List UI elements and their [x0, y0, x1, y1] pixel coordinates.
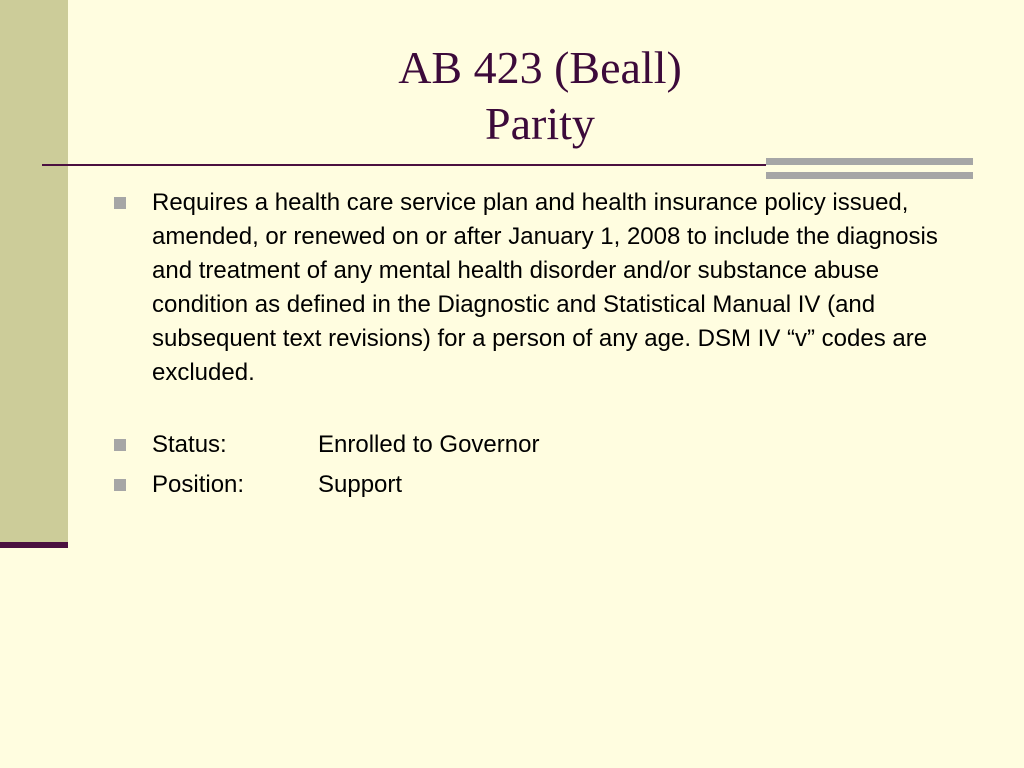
- status-label: Status:: [152, 431, 227, 458]
- bullet-item-status: [114, 428, 974, 462]
- bullet-list: [114, 186, 974, 508]
- title-divider: [42, 164, 766, 166]
- sidebar-underline: [0, 542, 68, 548]
- square-bullet-icon: [114, 439, 126, 451]
- divider-accent-bottom: [766, 172, 973, 179]
- title-line-1: AB 423 (Beall): [398, 42, 682, 93]
- bullet-text: Requires a health care service plan and health insurance policy issued, amended, or renewed on or after January 1, 2008 to include the diagnosis and treatment of any mental health disorder and/or substance abuse condition as defined in the Diagnostic and Statistical Manual IV (and subsequent text revisions) for a person of any age. DSM IV “v” codes are excluded.: [152, 189, 938, 386]
- square-bullet-icon: [114, 197, 126, 209]
- title-line-2: Parity: [485, 98, 595, 149]
- slide-title: [200, 40, 880, 152]
- bullet-item-position: [114, 468, 974, 502]
- divider-accent-top: [766, 158, 973, 165]
- status-value: Enrolled to Governor: [318, 431, 540, 458]
- position-value: Support: [318, 471, 403, 498]
- square-bullet-icon: [114, 479, 126, 491]
- sidebar-bar: [0, 0, 68, 544]
- bullet-item-description: [114, 186, 974, 390]
- position-label: Position:: [152, 471, 245, 498]
